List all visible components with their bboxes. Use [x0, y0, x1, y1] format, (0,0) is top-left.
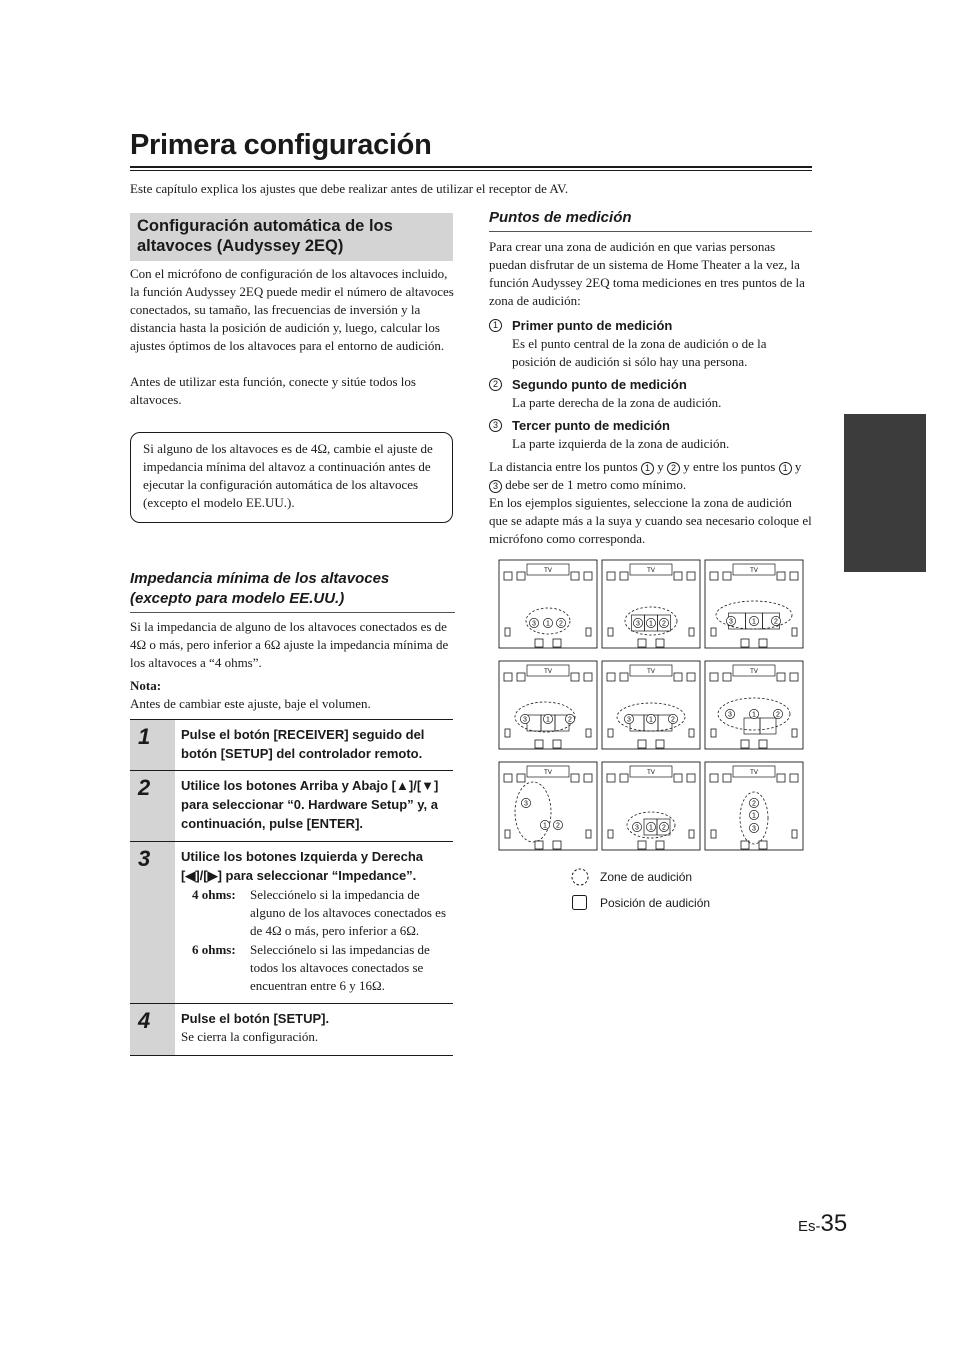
- legend-label: Posición de audición: [600, 895, 711, 910]
- mic-point-number: 1: [752, 711, 756, 719]
- tv-label: TV: [750, 770, 758, 776]
- mic-point-number: 1: [752, 618, 756, 626]
- mic-point-number: 1: [543, 822, 547, 830]
- section-heading: Configuración automática de los altavoces (Audyssey 2EQ): [130, 213, 453, 261]
- tv-label: TV: [647, 669, 655, 675]
- mic-point-number: 1: [649, 716, 653, 724]
- option-key: 4 ohms:: [192, 887, 236, 902]
- points-intro: Para crear una zona de audición en que varias personas puedan disfrutar de un sistema de Home Theater a la vez, la función Audyssey 2EQ toma mediciones en tres puntos de la zona de audición:: [489, 239, 805, 308]
- page-title: Primera configuración: [130, 129, 432, 161]
- note-label: Nota:: [130, 678, 162, 693]
- points-block: [489, 208, 812, 548]
- circled-number-icon: 3: [489, 419, 502, 432]
- section-para1: Con el micrófono de configuración de los altavoces incluido, la función Audyssey 2EQ puede medir el número de altavoces conectados, su tamaño, las frecuencias de inversión y la distancia hasta la posición de audición y, luego, calcular los ajustes óptimos de los altavoces para el entorno de audición.: [130, 266, 454, 353]
- impedance-block: [130, 569, 455, 713]
- step-number: 2: [130, 771, 175, 841]
- mic-point-number: 3: [523, 716, 527, 724]
- point-item-2: [489, 375, 812, 412]
- mic-point-number: 1: [649, 620, 653, 628]
- tv-label: TV: [750, 568, 758, 574]
- mic-point-number: 3: [728, 711, 732, 719]
- intro-text: Este capítulo explica los ajustes que debe realizar antes de utilizar el receptor de AV.: [130, 181, 569, 196]
- title-rule: [130, 166, 812, 168]
- option-4ohms: [181, 886, 453, 940]
- mic-point-number: 2: [568, 716, 572, 724]
- circled-number-icon: 3: [489, 480, 502, 493]
- tv-label: TV: [544, 770, 552, 776]
- dashed-circle-icon: [570, 867, 590, 887]
- circled-number-icon: 2: [489, 378, 502, 391]
- tv-label: TV: [750, 669, 758, 675]
- page-num: 35: [820, 1210, 848, 1237]
- layout-panel: [499, 762, 597, 850]
- title-rule-thin: [130, 170, 812, 171]
- mic-point-number: 2: [671, 716, 675, 724]
- page-number: [798, 1210, 847, 1238]
- layout-panel: [602, 661, 700, 749]
- step-subtext: Se cierra la configuración.: [181, 1029, 319, 1044]
- legend-position: [570, 893, 710, 913]
- note-text: Antes de cambiar este ajuste, baje el volumen.: [130, 696, 371, 711]
- option-value: Selecciónelo si las impedancias de todos los altavoces conectados se encuentran entre 6 y 16Ω.: [250, 942, 430, 993]
- chapter-tab: [844, 414, 926, 572]
- warning-text: Si alguno de los altavoces es de 4Ω, cambie el ajuste de impedancia mínima del altavoz a continuación antes de ejecutar la configuración automática de los altavoces (excepto el modelo EE.UU.).: [143, 441, 433, 510]
- tv-label: TV: [544, 568, 552, 574]
- circled-number-icon: 2: [667, 462, 680, 475]
- distance-part: La distancia entre los puntos: [489, 459, 638, 474]
- impedance-text: Si la impedancia de alguno de los altavoces conectados es de 4Ω o más, pero inferior a 6Ω ajuste la impedancia mínima de los altavoces a “4 ohms”.: [130, 619, 449, 670]
- mic-point-number: 2: [776, 711, 780, 719]
- point-title: Primer punto de medición: [512, 318, 673, 333]
- legend-zone: [570, 867, 692, 887]
- legend-label: Zone de audición: [600, 869, 693, 884]
- tv-label: TV: [647, 770, 655, 776]
- step-number: 1: [130, 720, 175, 770]
- point-desc: La parte derecha de la zona de audición.: [512, 395, 722, 410]
- point-item-3: [489, 416, 812, 453]
- layout-panel: [499, 661, 597, 749]
- page-prefix: Es-: [798, 1218, 821, 1235]
- mic-point-number: 2: [662, 824, 666, 832]
- mic-point-number: 1: [546, 716, 550, 724]
- step-text: Utilice los botones Arriba y Abajo [▲]/[▼] para seleccionar “0. Hardware Setup” y, a continuación, pulse [ENTER].: [181, 778, 439, 831]
- distance-part: y: [794, 459, 802, 474]
- mic-point-number: 2: [556, 822, 560, 830]
- mic-point-number: 2: [662, 620, 666, 628]
- option-value: Selecciónelo si la impedancia de alguno de los altavoces conectados es de 4Ω o más, pero inferior a 6Ω.: [250, 887, 447, 938]
- step-text: Utilice los botones Izquierda y Derecha [◀]/[▶] para seleccionar “Impedance”.: [181, 849, 424, 883]
- points-rule: [489, 231, 812, 232]
- step-4: [130, 1003, 453, 1056]
- layout-panel: [705, 661, 803, 749]
- mic-point-number: 3: [635, 824, 639, 832]
- mic-point-number: 3: [729, 618, 733, 626]
- mic-point-number: 2: [752, 800, 756, 808]
- square-icon: [570, 893, 590, 913]
- distance-part: y: [657, 459, 664, 474]
- circled-number-icon: 1: [641, 462, 654, 475]
- mic-point-number: 3: [636, 620, 640, 628]
- mic-point-number: 1: [546, 620, 550, 628]
- mic-point-number: 3: [627, 716, 631, 724]
- step-text: Pulse el botón [RECEIVER] seguido del botón [SETUP] del controlador remoto.: [181, 727, 425, 761]
- mic-point-number: 3: [752, 825, 756, 833]
- mic-point-number: 3: [524, 800, 528, 808]
- step-number: 4: [130, 1004, 175, 1055]
- point-title: Tercer punto de medición: [512, 418, 670, 433]
- distance-part: y entre los puntos: [683, 459, 776, 474]
- layout-panel: [602, 560, 700, 648]
- option-key: 6 ohms:: [192, 942, 236, 957]
- option-6ohms: [181, 941, 453, 995]
- mic-point-number: 3: [532, 620, 536, 628]
- warning-box: [130, 432, 453, 523]
- point-desc: La parte izquierda de la zona de audición.: [512, 436, 730, 451]
- step-1: [130, 719, 453, 770]
- point-desc: Es el punto central de la zona de audición o de la posición de audición si sólo hay una persona.: [512, 336, 767, 369]
- distance-part: debe ser de 1 metro como mínimo.: [505, 477, 687, 492]
- layout-panel: [705, 560, 803, 648]
- mic-point-number: 1: [752, 812, 756, 820]
- tv-label: TV: [647, 568, 655, 574]
- impedance-rule: [130, 612, 455, 613]
- points-heading: Puntos de medición: [489, 209, 632, 226]
- mic-point-number: 2: [774, 618, 778, 626]
- mic-point-number: 1: [649, 824, 653, 832]
- layout-panel: [602, 762, 700, 850]
- layout-panel: [705, 762, 803, 850]
- speaker-layout-diagrams: [498, 559, 806, 853]
- impedance-heading: Impedancia mínima de los altavoces (excepto para modelo EE.UU.): [130, 570, 390, 607]
- step-text: Pulse el botón [SETUP].: [181, 1011, 330, 1026]
- tv-label: TV: [544, 669, 552, 675]
- distance-text: [489, 458, 812, 494]
- steps-list: [130, 719, 453, 1056]
- circled-number-icon: 1: [489, 319, 502, 332]
- section-para2: Antes de utilizar esta función, conecte y sitúe todos los altavoces.: [130, 374, 416, 407]
- point-title: Segundo punto de medición: [512, 377, 687, 392]
- layout-panel: [499, 560, 597, 648]
- mic-point-number: 2: [559, 620, 563, 628]
- examples-text: En los ejemplos siguientes, seleccione la zona de audición que se adapte más a la suya y cuando sea necesario coloque el micrófono como corresponda.: [489, 495, 812, 546]
- step-3: [130, 841, 453, 1003]
- point-item-1: [489, 316, 812, 371]
- step-2: [130, 770, 453, 841]
- circled-number-icon: 1: [779, 462, 792, 475]
- step-number: 3: [130, 842, 175, 1003]
